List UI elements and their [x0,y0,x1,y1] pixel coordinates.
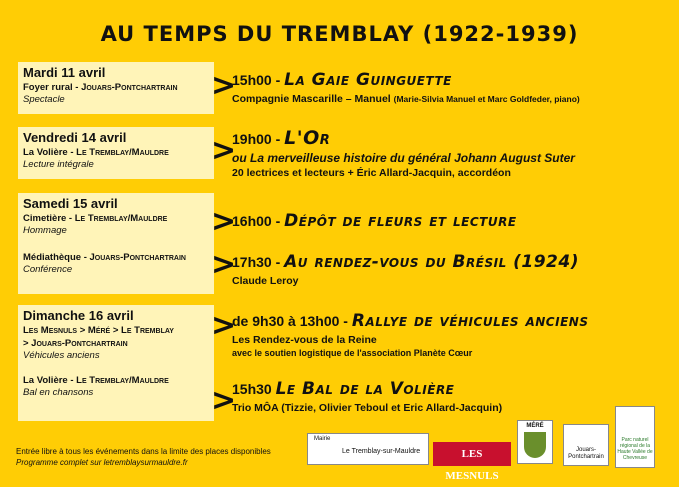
event-time: 15h00 - [232,72,285,88]
day-box-dimanche [18,305,214,421]
event-name: Rallye de véhicules anciens [351,311,589,331]
venue-type: Véhicules anciens [23,350,100,361]
event-or [232,127,672,180]
venue-place: Les Mesnuls > Méré > Le Tremblay [23,325,174,336]
venue-place: > Jouars-Pontchartrain [23,338,128,349]
day-label: Mardi 11 avril [23,65,106,80]
event-name: La Gaie Guinguette [284,70,452,90]
event-desc: 20 lectrices et lecteurs + Éric Allard-Jacquin, accordéon [232,167,511,179]
arrow-icon: > [211,204,237,239]
venue-type: Conférence [23,264,73,275]
event-desc: Compagnie Mascarille – Manuel (Marie-Silvia Manuel et Marc Goldfeder, piano) [232,93,580,105]
event-time: 16h00 - [232,213,285,229]
mesnuls-logo: LES MESNULS [433,442,511,466]
event-desc: Trio MÔA (Tizzie, Olivier Teboul et Eric Allard-Jacquin) [232,402,503,414]
day-label: Dimanche 16 avril [23,308,134,323]
venue-type: Spectacle [23,94,65,105]
event-desc: Les Rendez-vous de la Reine [232,334,377,346]
event-name: Le Bal de la Volière [275,379,455,399]
event-time: 17h30 - [232,254,285,270]
mere-logo: MÉRÉ [517,420,553,464]
tremblay-logo: Mairie Le Tremblay-sur-Mauldre [307,433,429,465]
event-subtitle: ou La merveilleuse histoire du général Johann August Suter [232,151,575,165]
event-depot [232,210,672,233]
jouars-logo: Jouars-Pontchartrain [563,424,609,466]
footer-link-text: Programme complet sur letremblaysurmauldre.fr [16,458,188,467]
parc-logo: Parc naturel régional de la Haute Vallée de Chevreuse [615,406,655,468]
venue-place: Cimetière - Le Tremblay/Mauldre [23,213,168,224]
day-box-mardi [18,62,214,114]
venue-place: Foyer rural - Jouars-Pontchartrain [23,82,178,93]
event-time: de 9h30 à 13h00 - [232,313,352,329]
arrow-icon: > [211,308,237,343]
arrow-icon: > [211,133,237,168]
venue-type: Lecture intégrale [23,159,94,170]
event-name: L'Or [284,127,331,149]
footer-line: Entrée libre à tous les événements dans la limite des places disponibles [16,447,271,456]
event-guinguette [232,69,672,106]
venue-place: La Volière - Le Tremblay/Mauldre [23,147,169,158]
venue-place: La Volière - Le Tremblay/Mauldre [23,375,169,386]
day-box-vendredi [18,127,214,179]
footer [16,446,271,468]
day-box-samedi [18,193,214,294]
event-desc: Claude Leroy [232,275,299,287]
arrow-icon: > [211,68,237,103]
page-title: AU TEMPS DU TREMBLAY (1922-1939) [100,22,579,46]
arrow-icon: > [211,247,237,282]
venue-place: Médiathèque - Jouars-Pontchartrain [23,252,186,263]
venue-type: Hommage [23,225,67,236]
arrow-icon: > [211,383,237,418]
event-rallye [232,310,672,359]
day-label: Samedi 15 avril [23,196,118,211]
venue-type: Bal en chansons [23,387,94,398]
event-time: 15h30 [232,381,276,397]
event-desc: avec le soutien logistique de l'association Planète Cœur [232,348,473,358]
event-name: Au rendez-vous du Brésil (1924) [284,252,579,272]
event-time: 19h00 - [232,131,285,147]
event-bresil [232,251,672,288]
event-name: Dépôt de fleurs et lecture [284,211,517,231]
event-bal [232,378,672,415]
day-label: Vendredi 14 avril [23,130,127,145]
